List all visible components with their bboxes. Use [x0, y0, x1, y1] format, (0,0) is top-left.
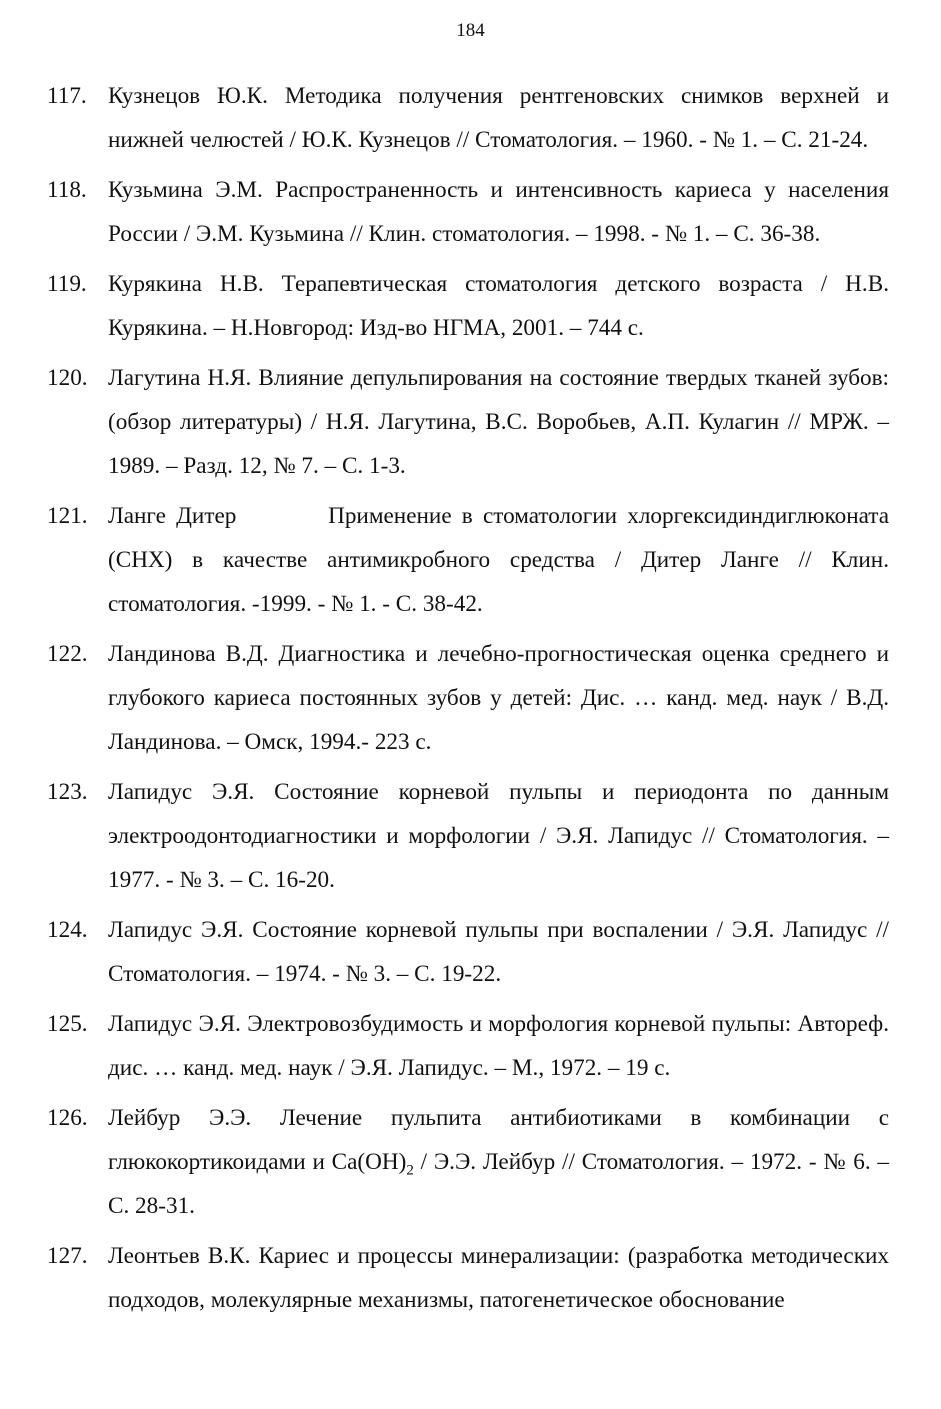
reference-number: 127.: [47, 1243, 88, 1269]
reference-text: Ланге Дитер Применение в стоматологии хлоргексидиндиглюконата (СНХ) в качестве антимикробного средства / Дитер Ланге // Клин. стоматология. -1999. - № 1. - С. 38-42.: [108, 503, 895, 617]
reference-text: Лапидус Э.Я. Состояние корневой пульпы и периодонта по данным электроодонтодиагностики и морфологии / Э.Я. Лапидус // Стоматология. – 1977. - № 3. – С. 16-20.: [108, 779, 889, 893]
reference-number: 126.: [47, 1105, 88, 1131]
reference-text: [108, 1105, 889, 1219]
reference-item: [0, 1234, 941, 1322]
reference-item: [0, 1096, 941, 1228]
reference-number: 124.: [47, 917, 88, 943]
reference-item: [0, 74, 941, 162]
reference-text: Кузнецов Ю.К. Методика получения рентгеновских снимков верхней и нижней челюстей / Ю.К. Кузнецов // Стоматология. – 1960. - № 1. – С. 21-24.: [108, 83, 889, 153]
reference-item: [0, 908, 941, 996]
page-number: 184: [456, 20, 485, 41]
chemical-subscript: 2: [406, 1162, 414, 1179]
reference-item: [0, 168, 941, 256]
reference-number: 117.: [47, 83, 87, 109]
reference-number: 123.: [47, 779, 88, 805]
reference-item: [0, 494, 941, 626]
reference-text: Лапидус Э.Я. Электровозбудимость и морфология корневой пульпы: Автореф. дис. … канд. мед. наук / Э.Я. Лапидус. – М., 1972. – 19 с.: [108, 1011, 889, 1081]
reference-text: Ландинова В.Д. Диагностика и лечебно-прогностическая оценка среднего и глубокого кариеса постоянных зубов у детей: Дис. … канд. мед. наук / В.Д. Ландинова. – Омск, 1994.- 223 с.: [108, 641, 889, 755]
reference-list: [0, 74, 941, 1328]
reference-number: 118.: [47, 177, 87, 203]
reference-text: Кузьмина Э.М. Распространенность и интенсивность кариеса у населения России / Э.М. Кузьмина // Клин. стоматология. – 1998. - № 1. – С. 36-38.: [108, 177, 889, 247]
reference-item: [0, 262, 941, 350]
reference-number: 125.: [47, 1011, 88, 1037]
reference-item: [0, 356, 941, 488]
reference-number: 119.: [47, 271, 87, 297]
reference-item: [0, 632, 941, 764]
reference-text: Лапидус Э.Я. Состояние корневой пульпы при воспалении / Э.Я. Лапидус // Стоматология. – 1974. - № 3. – С. 19-22.: [108, 917, 889, 987]
reference-number: 120.: [47, 365, 88, 391]
reference-item: [0, 1002, 941, 1090]
reference-text-part: / Э.Э. Лейбур // Стоматология. – 1972. - № 6. – С. 28-31.: [108, 1149, 889, 1219]
reference-text: Лагутина Н.Я. Влияние депульпирования на состояние твердых тканей зубов: (обзор литературы) / Н.Я. Лагутина, В.С. Воробьев, А.П. Кулагин // МРЖ. – 1989. – Разд. 12, № 7. – С. 1-3.: [108, 365, 889, 479]
reference-text-part: Лейбур Э.Э. Лечение пульпита антибиотиками в комбинации с глюкокортикоидами и Ca(OH): [108, 1105, 889, 1175]
reference-item: [0, 770, 941, 902]
reference-text: Курякина Н.В. Терапевтическая стоматология детского возраста / Н.В. Курякина. – Н.Новгород: Изд-во НГМА, 2001. – 744 с.: [108, 271, 889, 341]
reference-number: 121.: [47, 503, 88, 529]
reference-number: 122.: [47, 641, 88, 667]
reference-text: Леонтьев В.К. Кариес и процессы минерализации: (разработка методических подходов, молекулярные механизмы, патогенетическое обоснование: [108, 1243, 889, 1313]
